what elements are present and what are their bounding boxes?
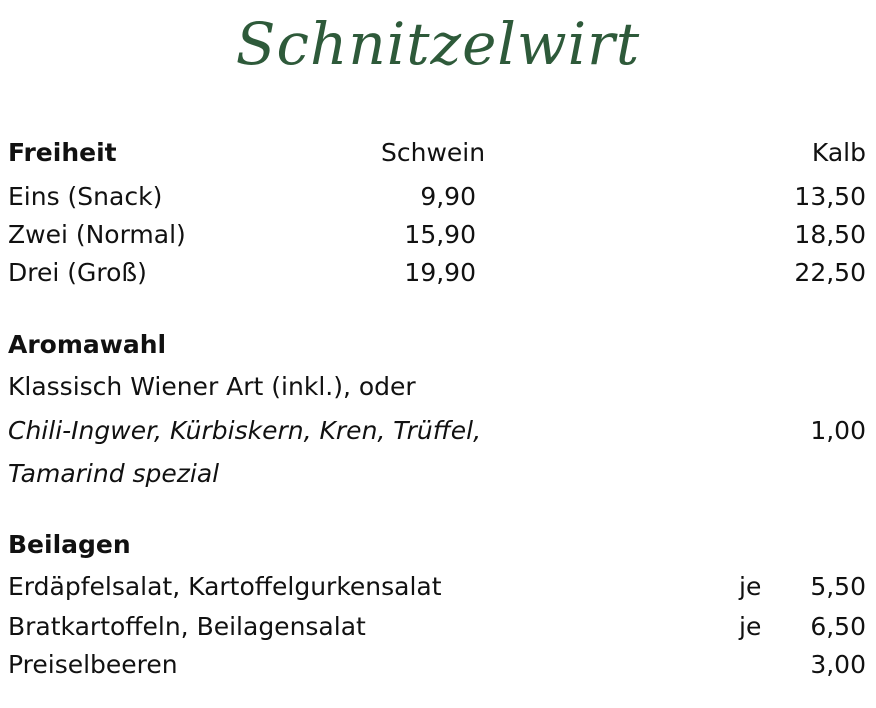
beilagen-row bbox=[0, 608, 876, 646]
aromawahl-classic-text: Klassisch Wiener Art (inkl.), oder bbox=[8, 372, 416, 401]
freiheit-row bbox=[0, 178, 876, 216]
freiheit-row bbox=[0, 254, 876, 292]
freiheit-heading: Freiheit bbox=[8, 138, 117, 167]
aromawahl-line bbox=[0, 455, 876, 493]
aromawahl-header-row bbox=[0, 326, 876, 364]
beilagen-row-name: Preiselbeeren bbox=[8, 650, 178, 679]
freiheit-row-schwein-price: 9,90 bbox=[420, 182, 476, 211]
beilagen-row-price: 6,50 bbox=[810, 612, 866, 641]
beilagen-row-prefix: je bbox=[739, 572, 762, 601]
freiheit-row-name: Zwei (Normal) bbox=[8, 220, 186, 249]
freiheit-row-kalb-price: 13,50 bbox=[794, 182, 866, 211]
freiheit-row bbox=[0, 216, 876, 254]
freiheit-row-kalb-price: 22,50 bbox=[794, 258, 866, 287]
beilagen-row bbox=[0, 646, 876, 684]
beilagen-row-prefix: je bbox=[739, 612, 762, 641]
aromawahl-price: 1,00 bbox=[810, 416, 866, 445]
kalb-column-header: Kalb bbox=[811, 138, 866, 167]
aromawahl-heading: Aromawahl bbox=[8, 330, 167, 359]
freiheit-row-kalb-price: 18,50 bbox=[794, 220, 866, 249]
freiheit-row-schwein-price: 15,90 bbox=[404, 220, 476, 249]
aromawahl-line bbox=[0, 368, 876, 406]
beilagen-row bbox=[0, 568, 876, 606]
beilagen-heading: Beilagen bbox=[8, 530, 131, 559]
aromawahl-options-text-cont: Tamarind spezial bbox=[8, 459, 220, 488]
freiheit-row-schwein-price: 19,90 bbox=[404, 258, 476, 287]
freiheit-row-name: Eins (Snack) bbox=[8, 182, 163, 211]
beilagen-header-row bbox=[0, 526, 876, 564]
schwein-column-header: Schwein bbox=[381, 138, 486, 167]
menu-title: Schnitzelwirt bbox=[235, 10, 641, 78]
freiheit-header-row bbox=[0, 134, 876, 172]
beilagen-row-name: Bratkartoffeln, Beilagensalat bbox=[8, 612, 366, 641]
aromawahl-options-text: Chili-Ingwer, Kürbiskern, Kren, Trüffel, bbox=[8, 416, 482, 445]
freiheit-row-name: Drei (Groß) bbox=[8, 258, 147, 287]
beilagen-row-price: 5,50 bbox=[810, 572, 866, 601]
beilagen-row-name: Erdäpfelsalat, Kartoffelgurkensalat bbox=[8, 572, 442, 601]
aromawahl-line bbox=[0, 412, 876, 450]
beilagen-row-price: 3,00 bbox=[810, 650, 866, 679]
